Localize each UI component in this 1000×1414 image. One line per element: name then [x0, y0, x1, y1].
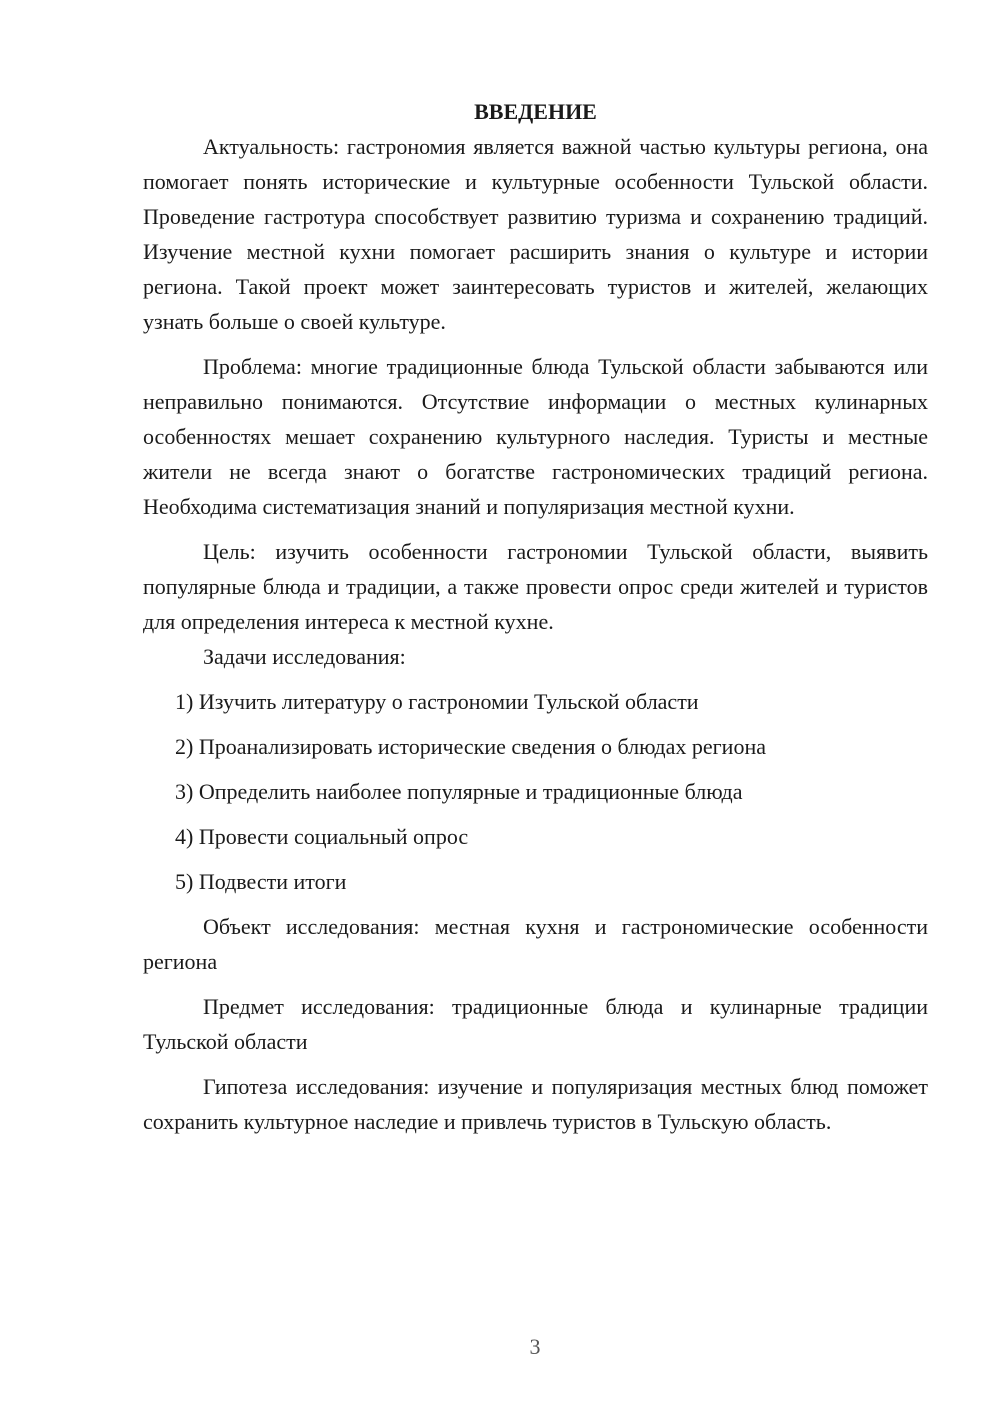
relevance-paragraph: Актуальность: гастрономия является важной частью культуры региона, она помогает понять исторические и культурные особенности Тульской области. Проведение гастротура способствует развитию туризма и сохранению традиций. Изучение местной кухни помогает расширить знания о культуре и истории региона. Такой проект может заинтересовать туристов и жителей, желающих узнать больше о своей культуре.: [143, 134, 928, 334]
object-paragraph: Объект исследования: местная кухня и гастрономические особенности региона: [143, 914, 928, 974]
list-item: 2) Проанализировать исторические сведения о блюдах региона: [175, 734, 766, 759]
list-item: 1) Изучить литературу о гастрономии Тульской области: [175, 689, 699, 714]
page-number: 3: [529, 1334, 541, 1359]
list-item: 4) Провести социальный опрос: [175, 824, 469, 849]
tasks-heading: Задачи исследования:: [203, 644, 406, 669]
section-title: ВВЕДЕНИЕ: [474, 99, 597, 124]
list-item: 3) Определить наиболее популярные и традиционные блюда: [175, 779, 743, 804]
list-item: 5) Подвести итоги: [175, 869, 347, 894]
hypothesis-paragraph: Гипотеза исследования: изучение и популяризация местных блюд поможет сохранить культурное наследие и привлечь туристов в Тульскую область.: [143, 1074, 928, 1134]
document-page: [143, 94, 928, 1139]
subject-paragraph: Предмет исследования: традиционные блюда и кулинарные традиции Тульской области: [143, 994, 928, 1054]
tasks-list: [143, 684, 928, 899]
problem-paragraph: Проблема: многие традиционные блюда Тульской области забываются или неправильно понимаются. Отсутствие информации о местных кулинарных особенностях мешает сохранению культурного наследия. Туристы и местные жители не всегда знают о богатстве гастрономических традиций региона. Необходима систематизация знаний и популяризация местной кухни.: [143, 354, 928, 519]
goal-paragraph: Цель: изучить особенности гастрономии Тульской области, выявить популярные блюда и традиции, а также провести опрос среди жителей и туристов для определения интереса к местной кухне.: [143, 539, 928, 634]
